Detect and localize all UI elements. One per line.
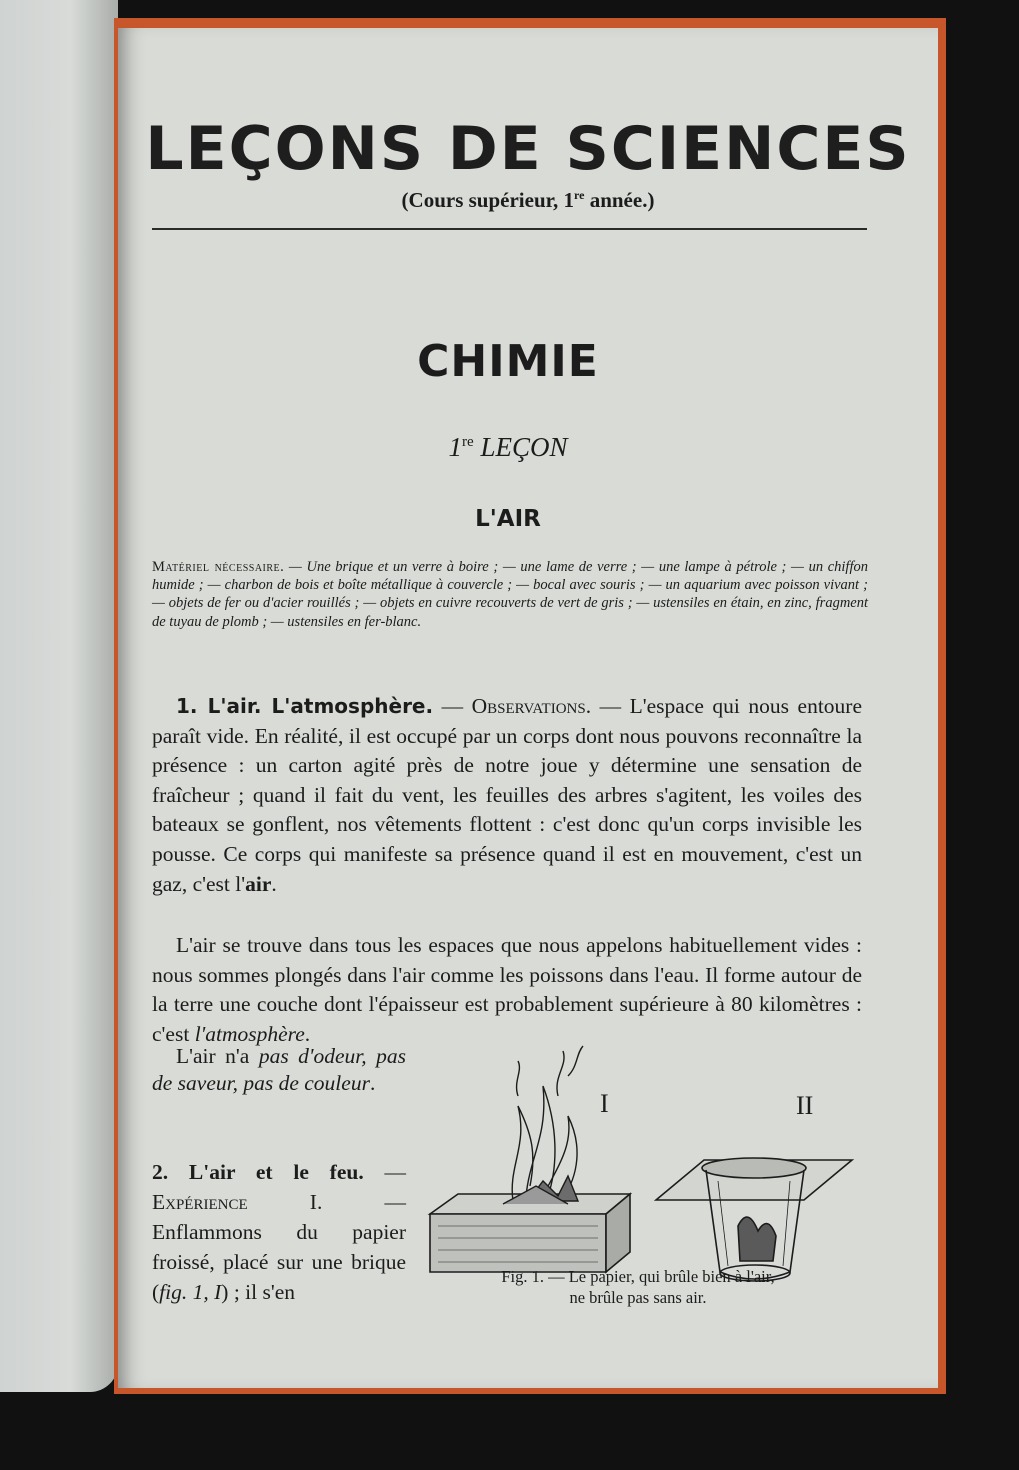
paragraph-atmosphere — [152, 692, 862, 899]
book-page — [118, 28, 938, 1388]
brick-drawing — [430, 1194, 630, 1272]
air-bold: air — [245, 871, 272, 896]
materiel-paragraph — [152, 558, 868, 631]
paragraph-3-italic: pas d'odeur, pas de saveur, pas de couleur — [152, 1044, 406, 1095]
topic-title: L'AIR — [475, 506, 541, 532]
paragraph-4-text: — Enflammons du papier froissé, placé sur une brique ( — [152, 1190, 407, 1304]
paragraph-4-dash: — — [363, 1160, 407, 1184]
caption-line-1: Fig. 1. — Le papier, qui brûle bien à l'air, — [501, 1267, 775, 1286]
figure-caption — [423, 1266, 853, 1308]
page-subtitle: (Cours supérieur, 1re année.) — [401, 188, 655, 212]
materiel-text: — Une brique et un verre à boire ; — une lame de verre ; — une lampe à pétrole ; — un chiffon humide ; — charbon de bois et boîte métallique à couvercle ; — bocal avec souris ; — un aquarium avec poisson vivant ; — objets de fer ou d'acier rouillés ; — objets en cuivre recouverts de vert de gris ; — ustensiles en étain, en zinc, fragment de tuyau de plomb ; — ustensiles en fer-blanc. — [152, 559, 868, 630]
lesson-suffix: re — [462, 434, 474, 450]
observations-label: — Observations. — — [433, 694, 630, 718]
page-title: LEÇONS DE SCIENCES — [145, 114, 911, 184]
figure-reference: fig. 1, I — [159, 1280, 222, 1304]
paragraph-4-end: ) ; il s'en — [221, 1280, 296, 1304]
caption-line-2: ne brûle pas sans air. — [569, 1288, 707, 1307]
paragraph-1-end: . — [271, 871, 277, 896]
section-title: CHIMIE — [417, 336, 599, 387]
left-page-edge — [0, 0, 118, 1392]
paragraph-air-properties — [152, 1043, 406, 1097]
materiel-lead: Matériel nécessaire. — [152, 559, 285, 575]
paragraph-2-text: L'air se trouve dans tous les espaces que nous appelons habituellement vides : nous sommes plongés dans l'air comme les poissons dans l'eau. Il forme autour de la terre une couche dont l'épaisseur est probablement supérieure à 80 kilomètres : c'est — [152, 933, 862, 1046]
paragraph-3-end: . — [369, 1071, 376, 1095]
lesson-heading — [118, 432, 898, 463]
figure-label-1: I — [600, 1089, 609, 1118]
header-rule — [152, 228, 867, 230]
figure-label-2: II — [796, 1091, 814, 1120]
experience-label: Expérience I. — [152, 1190, 323, 1214]
paragraph-air-and-fire — [152, 1157, 406, 1307]
paragraph-1-text: L'espace qui nous entoure paraît vide. En réalité, il est occupé par un corps dont nous pouvons reconnaître la présence : un carton agité près de notre joue y détermine une sensation de fraîcheur ; quand il fait du vent, les feuilles des arbres s'agitent, les voiles des bateaux se gonflent, nos vêtements flottent : c'est donc qu'un corps invisible les pousse. Ce corps qui manifeste sa présence quand il est en mouvement, c'est un gaz, c'est l' — [152, 694, 862, 896]
lesson-number: 1 — [448, 432, 463, 462]
flame-drawing — [503, 1046, 583, 1204]
glass-drawing — [656, 1158, 852, 1281]
atmosphere-italic: l'atmosphère — [194, 1021, 305, 1046]
paragraph-3-start: L'air n'a — [176, 1044, 259, 1068]
paragraph-air-everywhere — [152, 931, 862, 1049]
paragraph-heading-1: 1. L'air. L'atmosphère. — [176, 694, 434, 718]
paragraph-heading-2: 2. L'air et le feu. — [152, 1160, 364, 1184]
paragraph-2-end: . — [304, 1021, 311, 1046]
lesson-label: LEÇON — [480, 432, 568, 462]
